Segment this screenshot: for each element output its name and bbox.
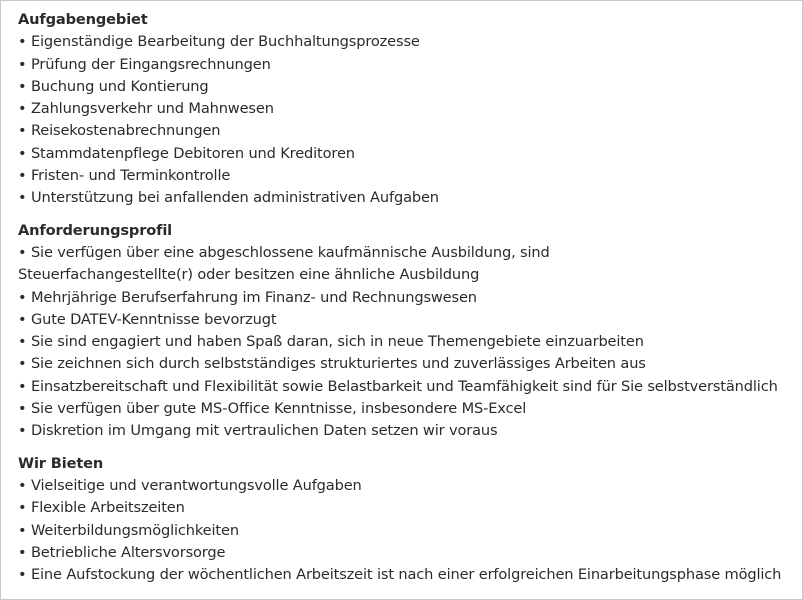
list-item: • Unterstützung bei anfallenden administrativen Aufgaben <box>18 189 439 207</box>
list-item: • Sie verfügen über eine abgeschlossene kaufmännische Ausbildung, sind <box>18 243 550 261</box>
list-item: • Sie verfügen über gute MS-Office Kenntnisse, insbesondere MS-Excel <box>18 400 527 418</box>
list-item: • Zahlungsverkehr und Mahnwesen <box>18 100 274 118</box>
list-item: • Buchung und Kontierung <box>18 77 209 95</box>
list-item: • Stammdatenpflege Debitoren und Kreditoren <box>18 144 355 162</box>
list-item: • Reisekostenabrechnungen <box>18 122 221 140</box>
list-item: • Flexible Arbeitszeiten <box>18 499 185 517</box>
list-item: • Fristen- und Terminkontrolle <box>18 167 231 185</box>
section-wir-bieten <box>18 453 794 587</box>
section-spacer <box>18 210 794 220</box>
list-item: • Einsatzbereitschaft und Flexibilität sowie Belastbarkeit und Teamfähigkeit sind für Sie selbstverständlich <box>18 377 778 395</box>
section-anforderungsprofil <box>18 220 794 443</box>
list-item: • Vielseitige und verantwortungsvolle Aufgaben <box>18 476 362 494</box>
list-item: • Mehrjährige Berufserfahrung im Finanz- und Rechnungswesen <box>18 288 477 306</box>
list-item: • Weiterbildungsmöglichkeiten <box>18 521 239 539</box>
job-description-content <box>18 9 794 586</box>
section-aufgabengebiet <box>18 9 794 210</box>
list-item: • Sie zeichnen sich durch selbstständiges strukturiertes und zuverlässiges Arbeiten aus <box>18 355 646 373</box>
list-item-continuation: Steuerfachangestellte(r) oder besitzen eine ähnliche Ausbildung <box>18 266 480 284</box>
list-item: • Diskretion im Umgang mit vertraulichen Daten setzen wir voraus <box>18 422 498 440</box>
list-item: • Betriebliche Altersvorsorge <box>18 543 226 561</box>
list-item: • Sie sind engagiert und haben Spaß daran, sich in neue Themengebiete einzuarbeiten <box>18 333 644 351</box>
list-item: • Eine Aufstockung der wöchentlichen Arbeitszeit ist nach einer erfolgreichen Einarbeitungsphase möglich <box>18 566 782 584</box>
list-item: • Eigenständige Bearbeitung der Buchhaltungsprozesse <box>18 33 420 51</box>
section-title: Wir Bieten <box>18 454 104 472</box>
list-item: • Prüfung der Eingangsrechnungen <box>18 55 271 73</box>
list-item: • Gute DATEV-Kenntnisse bevorzugt <box>18 310 277 328</box>
section-title: Aufgabengebiet <box>18 11 148 28</box>
section-title: Anforderungsprofil <box>18 221 173 239</box>
section-spacer <box>18 443 794 453</box>
